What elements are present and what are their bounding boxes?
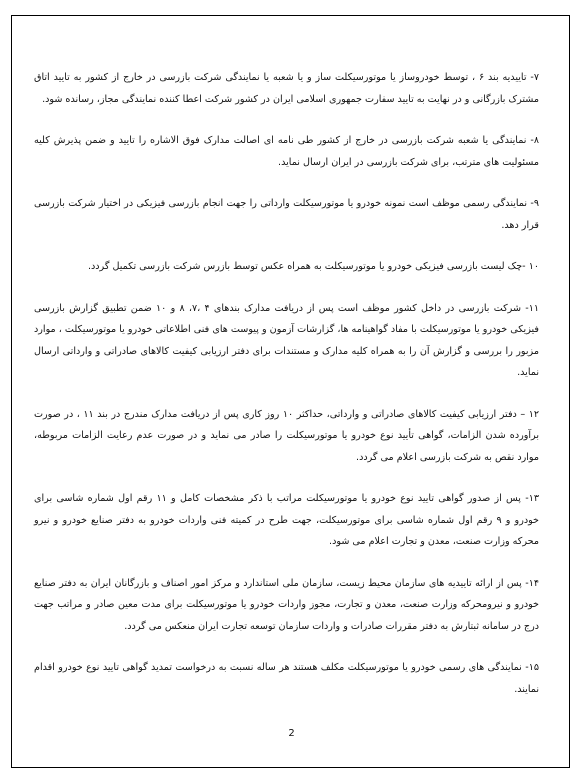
paragraph-11: ۱۱- شرکت بازرسی در داخل کشور موظف است پس از دریافت مدارک بندهای ۴ ،۷، ۸ و ۱۰ ضمن تطبیق گزارش بازرسی فیزیکی خودرو یا موتورسیکلت با مفاد گواهینامه ها، گزارشات آزمون و پیوست های فنی اطلاعاتی خودرو یا موتورسیکلت ، موارد مزبور را بررسی و گزارش آن را به همراه کلیه مدارک و مستندات برای دفتر ارزیابی کیفیت کالاهای صادراتی و وارداتی ارسال نماید.	[34, 302, 540, 378]
paragraph-9: ۹- نمایندگی رسمی موظف است نمونه خودرو یا موتورسیکلت وارداتی را جهت انجام بازرسی فیزیکی در اختیار شرکت بازرسی قرار دهد.	[34, 198, 539, 231]
paragraph-10: ۱۰ -چک لیست بازرسی فیزیکی خودرو یا موتورسیکلت به همراه عکس توسط بازرس شرکت بازرسی تکمیل گردد.	[87, 261, 539, 272]
document-body	[34, 67, 539, 719]
paragraph-7: ۷- تاییدیه بند ۶ ، توسط خودروساز یا موتورسیکلت ساز و یا شعبه یا نمایندگی شرکت بازرسی در خارج از کشور به تایید اتاق مشترک بازرگانی و در نهایت به تایید سفارت جمهوری اسلامی ایران در کشور شرکت اعطا کننده نمایندگی مجاز، رسانده شود.	[34, 72, 539, 105]
paragraph-13: ۱۳- پس از صدور گواهی تایید نوع خودرو یا موتورسیکلت مراتب با ذکر مشخصات کامل و ۱۱ رقم اول شماره شاسی برای خودرو و ۹ رقم اول شماره شاسی برای موتورسیکلت، جهت طرح در کمیته فنی واردات خودرو به دفتر صنایع خودرو و نیرو محرکه وزارت صنعت، معدن و تجارت اعلام می شود.	[34, 493, 539, 547]
paragraph-14: ۱۴- پس از ارائه تاییدیه های سازمان محیط زیست، سازمان ملی استاندارد و مرکز امور اصناف و بازرگانان ایران به دفتر صنایع خودرو و نیرومحرکه وزارت صنعت، معدن و تجارت، مجوز واردات خودرو یا موتورسیکلت برای مدت معین صادر و مراتب جهت درج در سامانه ثبتارش به دفتر مقررات صادرات و واردات سازمان توسعه تجارت ایران منعکس می گردد.	[34, 577, 539, 632]
paragraph-12: ۱۲ – دفتر ارزیابی کیفیت کالاهای صادراتی و وارداتی، حداکثر ۱۰ روز کاری پس از دریافت مدارک مندرج در بند ۱۱ ، در صورت برآورده شدن الزامات، گواهی تأیید نوع خودرو یا موتورسیکلت را صادر می نماید و در صورت عدم رعایت الزامات مربوطه، موارد نقص به شرکت بازرسی اعلام می گردد.	[34, 408, 539, 463]
page-number: 2	[288, 728, 295, 739]
paragraph-8: ۸- نمایندگی یا شعبه شرکت بازرسی در خارج از کشور طی نامه ای اصالت مدارک فوق الاشاره را تایید و ضمن پذیرش کلیه مسئولیت های مترتب، برای شرکت بازرسی در ایران ارسال نماید.	[34, 135, 539, 168]
paragraph-15: ۱۵- نمایندگی های رسمی خودرو یا موتورسیکلت مکلف هستند هر ساله نسبت به درخواست تمدید گواهی تایید نوع خودرو اقدام نمایند.	[34, 662, 539, 695]
